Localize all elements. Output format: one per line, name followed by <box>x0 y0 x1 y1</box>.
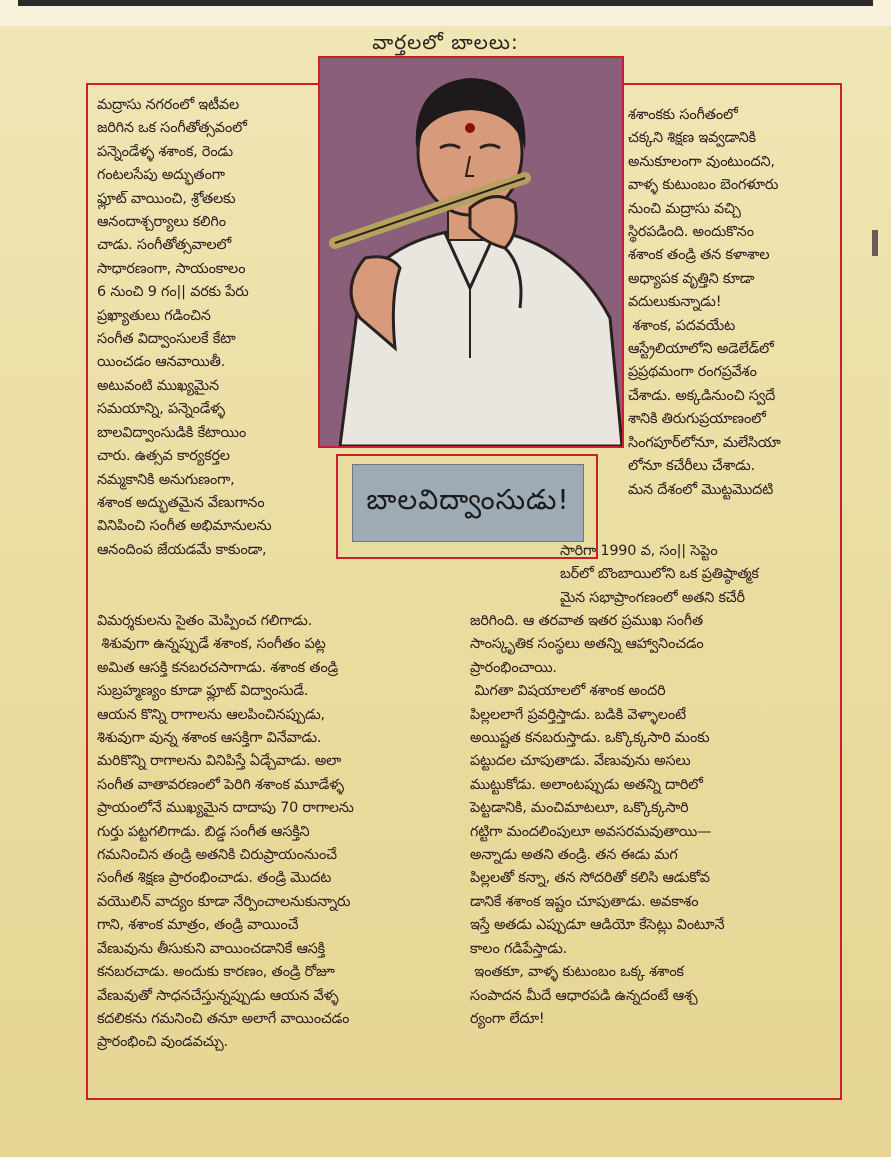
article-bottom-right: జరిగింది. ఆ తరవాత ఇతర ప్రముఖ సంగీత సాంస్కృతిక సంస్థలు అతన్ని ఆహ్వానించడం ప్రారంభించాయి. మిగతా విషయాలలో శశాంక అందరి పిల్లలలాగే ప్రవర్తిస్తాడు. బడికి వెళ్ళాలంటే అయిష్టత కనబరుస్తాడు. ఒక్కొక్కసారి మంకు పట్టుదల చూపుతాడు. వేణువును అసలు ముట్టుకోడు. అలాంటప్పుడు అతన్ని దారిలో పెట్టడానికి, మంచిమాటలూ, ఒక్కొక్కసారి గట్టిగా మందలింపులూ అవసరమవుతాయి— అన్నాడు అతని తండ్రి. తన ఈడు మగ పిల్లలతో కన్నా, తన సోదరితో కలిసి ఆడుకోవ డానికే శశాంక ఇష్టం చూపుతాడు. అవకాశం ఇస్తే అతడు ఎప్పుడూ ఆడియో కేసెట్లు వింటూనే కాలం గడిపేస్తాడు. ఇంతకూ, వాళ్ళ కుటుంబం ఒక్క శశాంక సంపాదన మీదే ఆధారపడి ఉన్నదంటే ఆశ్చ ర్యంగా లేదూ! <box>470 613 725 1027</box>
section-header: వార్తలలో బాలలు: <box>372 30 519 54</box>
headline-box <box>336 454 598 559</box>
page-edge-mark <box>872 230 878 256</box>
article-bottom-left: విమర్శకులను సైతం మెప్పించ గలిగాడు. శిశువుగా ఉన్నప్పుడే శశాంక, సంగీతం పట్ల అమిత ఆసక్తి కనబరచసాగాడు. శశాంక తండ్రి సుబ్రహ్మణ్యం కూడా ఫ్లూట్ విద్వాంసుడే. ఆయన కొన్ని రాగాలను ఆలపించినప్పుడు, శిశువుగా వున్న శశాంక ఆసక్తిగా వినేవాడు. మరికొన్ని రాగాలను వినిపిస్తే ఏడ్చేవాడు. అలా సంగీత వాతావరణంలో పెరిగి శశాంక మూడేళ్ళ ప్రాయంలోనే ముఖ్యమైన దాదాపు 70 రాగాలను గుర్తు పట్టగలిగాడు. బిడ్డ సంగీత ఆసక్తిని గమనించిన తండ్రి అతనికి చిరుప్రాయంనుంచే సంగీత శిక్షణ ప్రారంభించాడు. తండ్రి మొదట వయొలిన్ వాద్యం కూడా నేర్పించాలనుకున్నారు గాని, శశాంక మాత్రం, తండ్రి వాయించే వేణువును తీసుకుని వాయించడానికే ఆసక్తి కనబరచాడు. అందుకు కారణం, తండ్రి రోజూ వేణువుతో సాధనచేస్తున్నప్పుడు ఆయన వేళ్ళ కదలికను గమనించి తనూ అలాగే వాయించడం ప్రారంభించి వుండవచ్చు. <box>97 613 354 1051</box>
top-rule <box>18 0 873 6</box>
illustration-box <box>318 56 624 448</box>
article-left-column: మద్రాసు నగరంలో ఇటీవల జరిగిన ఒక సంగీతోత్సవంలో పన్నెండేళ్ళ శశాంక, రెండు గంటలసేపు అద్భుతంగా ఫ్లూట్ వాయించి, శ్రోతలకు ఆనందాశ్చర్యాలు కలిగిం చాడు. సంగీతోత్సవాలలో సాధారణంగా, సాయంకాలం 6 నుంచి 9 గం|| వరకు పేరు ప్రఖ్యాతులు గడించిన సంగీత విద్వాంసులకే కేటా యించడం ఆనవాయితీ. అటువంటి ముఖ్యమైన సమయాన్ని, పన్నెండేళ్ళ బాలవిద్వాంసుడికి కేటాయిం చారు. ఉత్సవ కార్యకర్తల నమ్మకానికి అనుగుణంగా, శశాంక అద్భుతమైన వేణుగానం వినిపించి సంగీత అభిమానులను ఆనందింప జేయడమే కాకుండా, <box>97 97 272 558</box>
flute-boy-illustration <box>320 58 622 446</box>
article-right-column: శశాంకకు సంగీతంలో చక్కని శిక్షణ ఇవ్వడానికి అనుకూలంగా వుంటుందని, వాళ్ళ కుటుంబం బెంగళూరు నుంచి మద్రాసు వచ్చి స్థిరపడింది. అందుకొనం శశాంక తండ్రి తన కళాశాల అధ్యాపక వృత్తిని కూడా వదులుకున్నాడు! శశాంక, పదవయేట ఆస్ట్రేలియాలోని అడెలేడ్‌లో ప్రప్రథమంగా రంగప్రవేశం చేశాడు. అక్కడినుంచి స్వదే శానికి తిరుగుప్రయాణంలో సింగపూర్‌లోనూ, మలేసియా లోనూ కచేరీలు చేశాడు. మన దేశంలో మొట్టమొదటి <box>628 107 781 498</box>
headline: బాలవిద్వాంసుడు! <box>352 464 584 542</box>
article-mid-lines: సారిగా 1990 వ, సం|| సెప్టెం బర్‌లో బొంబాయిలోని ఒక ప్రతిష్ఠాత్మక మైన సభాప్రాంగణంలో అతని కచేరీ <box>560 543 759 606</box>
